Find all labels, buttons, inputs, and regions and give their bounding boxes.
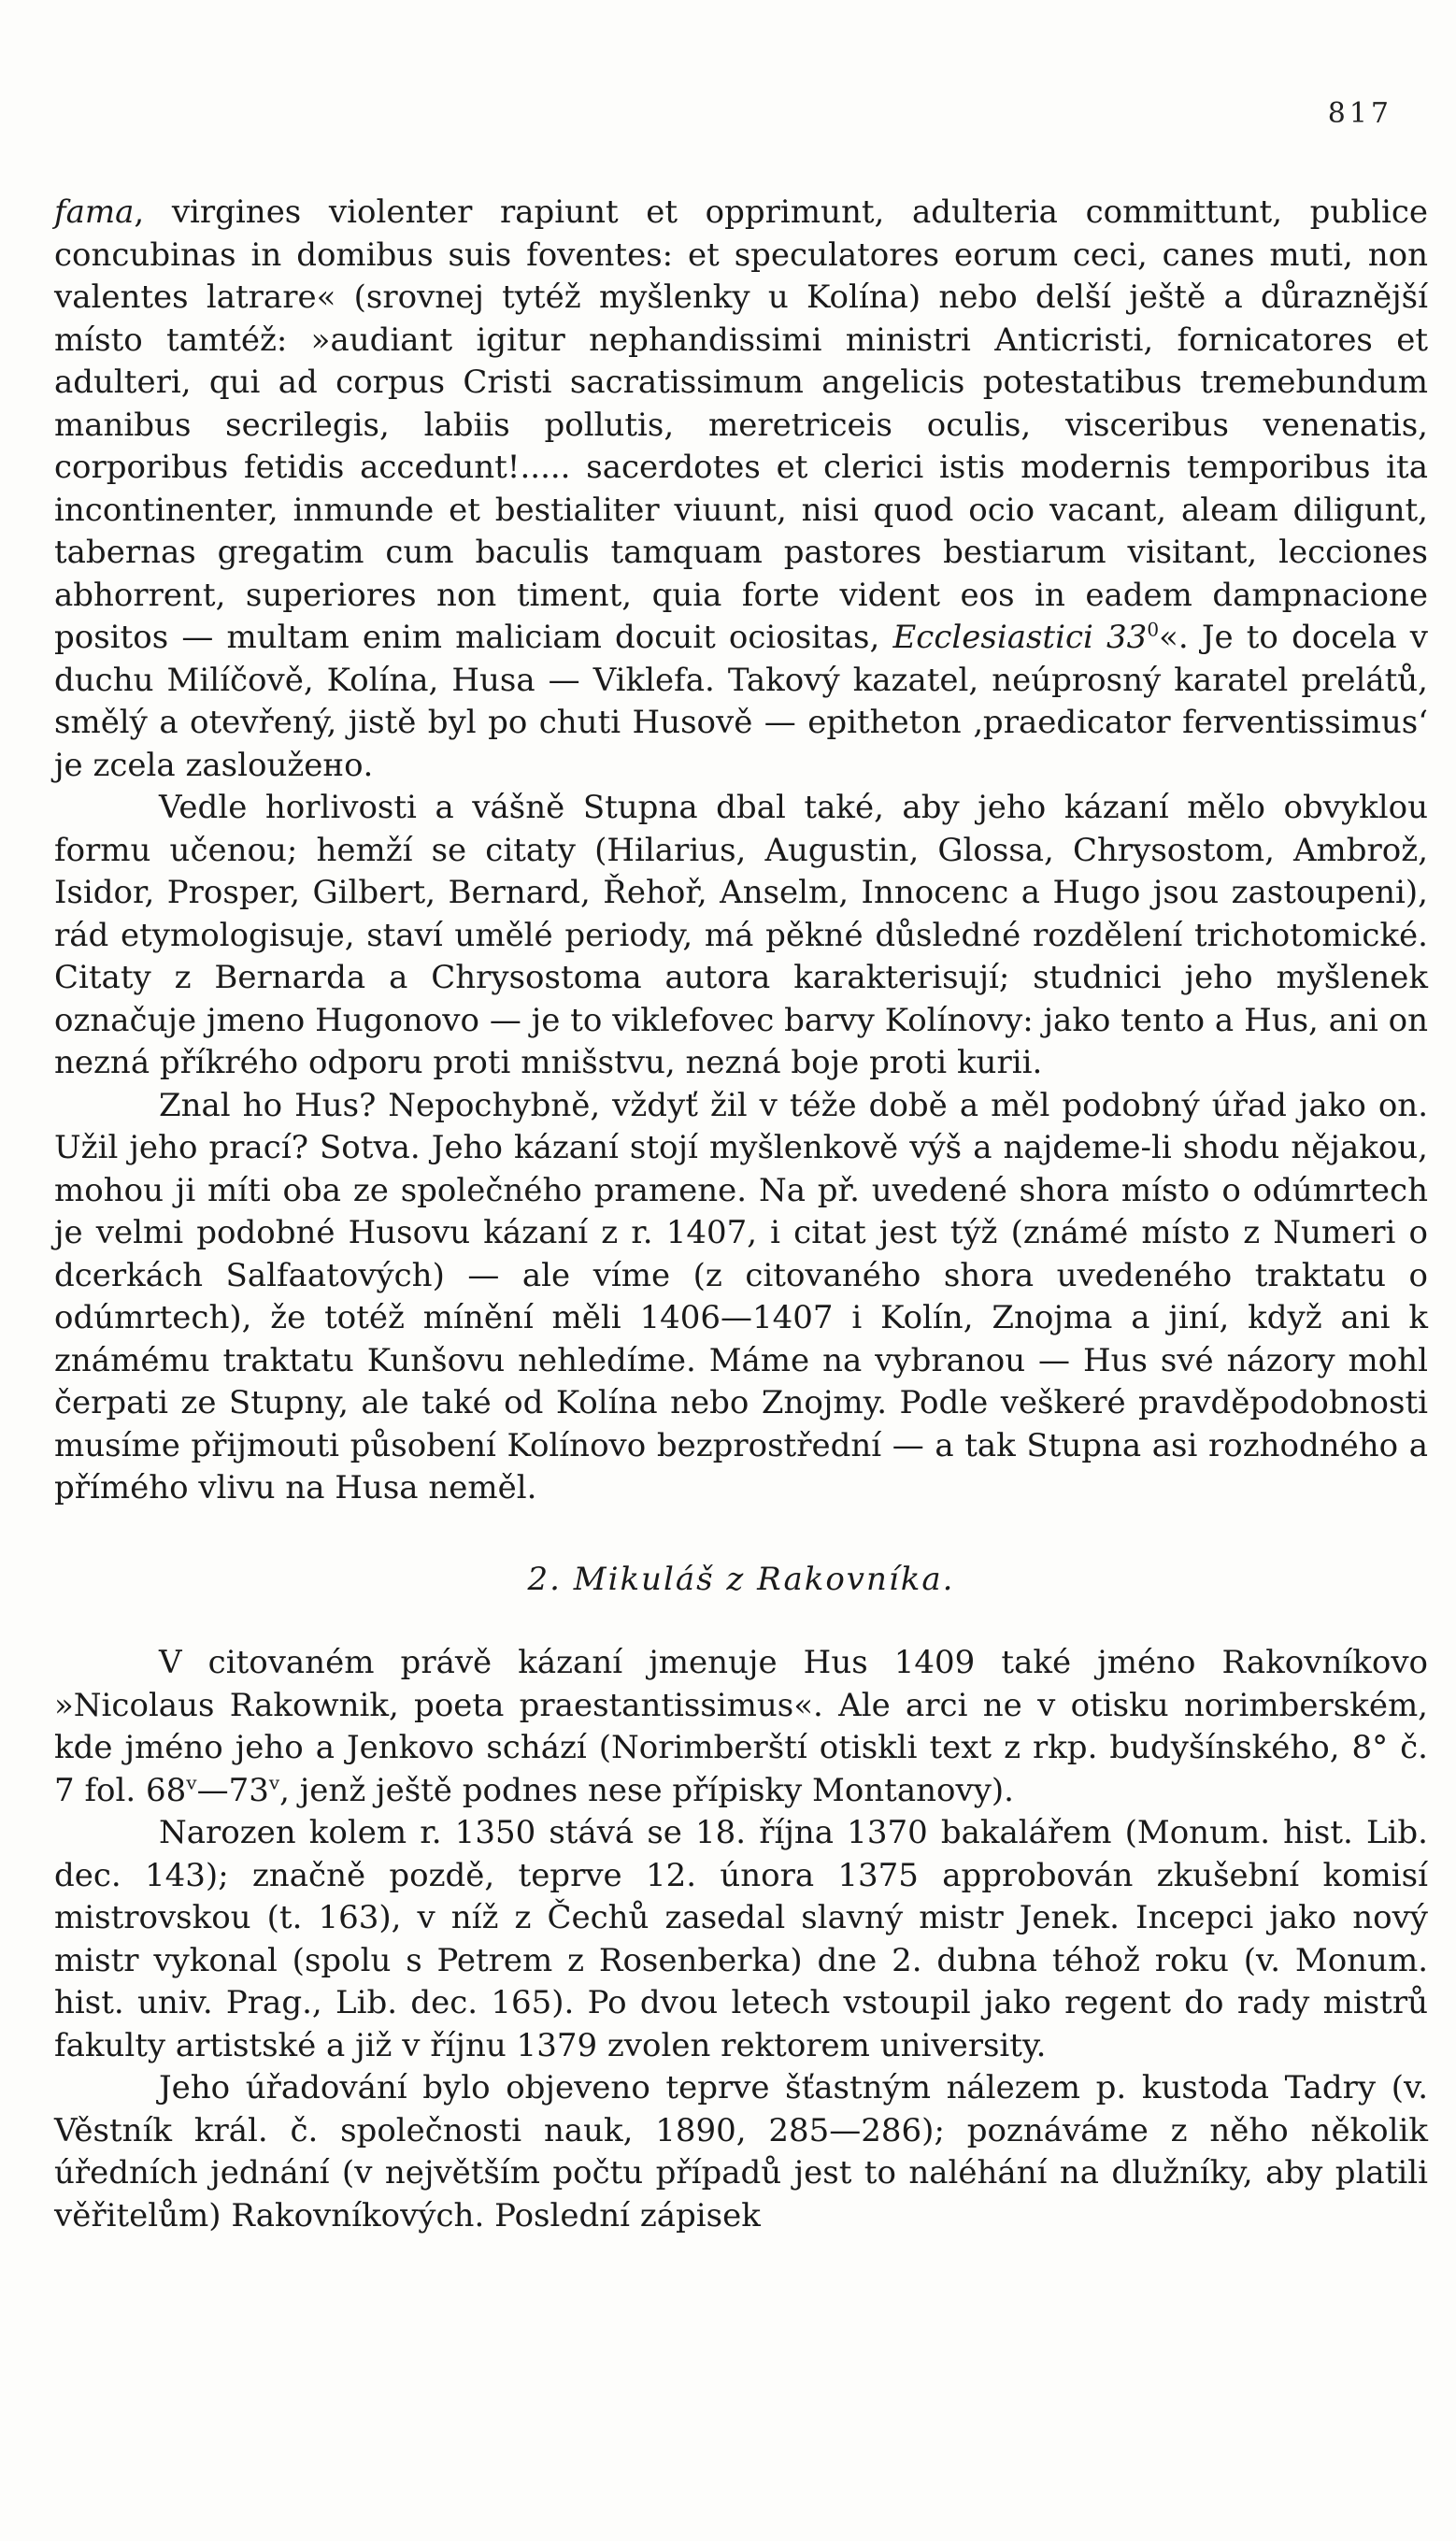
paragraph-p6 <box>54 2067 1428 2237</box>
paragraphs-before-heading <box>54 192 1428 1510</box>
text-run: Vedle horlivosti a vášně Stupna dbal také, aby jeho kázaní mělo obvyklou formu učenou; hemží se citaty (Hilarius, Augustin, Glossa, Chrysostom, Ambrož, Isidor, Prosper, Gilbert, Bernard, Řehoř, Anselm, Innocenc a Hugo jsou zastoupeni), rád etymologisuje, staví umělé periody, má pěkné důsledné rozdělení trichotomické. Citaty z Bernarda a Chrysostoma autora karakterisují; studnici jeho myšlenek označuje jmeno Hugonovo — je to viklefovec barvy Kolínovy: jako tento a Hus, ani on nezná příkrého odporu proti mnišstvu, nezná boje proti kurii. <box>54 789 1428 1081</box>
superscript: v <box>186 1771 197 1794</box>
text-run: Znal ho Hus? Nepochybně, vždyť žil v téže době a měl podobný úřad jako on. Užil jeho prací? Sotva. Jeho kázaní stojí myšlenkově výš a najdeme-li shodu nějakou, mohou ji míti oba ze společného pramene. Na př. uvedené shora místo o odúmrtech je velmi podobné Husovu kázaní z r. 1407, i citat jest týž (známé místo z Numeri o dcerkách Salfaatových) — ale víme (z citovaného shora uvedeného traktatu o odúmrtech), že totéž mínění měli 1406—1407 i Kolín, Znojma a jiní, když ani k známému traktatu Kunšovu nehledíme. Máme na vybranou — Hus své názory mohl čerpati ze Stupny, ale také od Kolína nebo Znojmy. Podle veškeré pravděpodobnosti musíme přijmouti působení Kolínovo bezprostřední — a tak Stupna asi rozhodného a přímého vlivu na Husa neměl. <box>54 1086 1428 1506</box>
paragraph-p3 <box>54 1085 1428 1510</box>
text-run: Jeho úřadování bylo objeveno teprve šťastným nálezem p. kustoda Tadry (v. Věstník král. č. společnosti nauk, 1890, 285—286); poznáváme z něho několik úředních jednání (v největším počtu případů jest to naléhání na dlužníky, aby platili věřitelům) Rakovníkových. Poslední zápisek <box>54 2069 1428 2234</box>
paragraph-p5 <box>54 1812 1428 2067</box>
text-run: , virgines violenter rapiunt et opprimunt, adulteria committunt, publice concubinas in domibus suis foventes: et speculatores eorum ceci, canes muti, non valentes latrare« (srovnej tytéž myšlenky u Kolína) nebo delší ještě a důraznější místo tamtéž: »audiant igitur nephandissimi ministri Anticristi, fornicatores et adulteri, qui ad corpus Cristi sacratissimum angelicis potestatibus tremebundum manibus secrilegis, labiis pollutis, meretriceis oculis, visceribus venenatis, corporibus fetidis accedunt!..... sacerdotes et clerici istis modernis temporibus ita incontinenter, inmunde et bestialiter viuunt, nisi quod ocio vacant, aleam diligunt, tabernas gregatim cum baculis tamquam pastores bestiarum visitant, lecciones abhorrent, superiores non timent, quia forte vident eos in eadem dampnacione positos — multam enim maliciam docuit ociositas, <box>54 193 1428 656</box>
text-run: V citovaném právě kázaní jmenuje Hus 1409 také jméno Rakovníkovo »Nicolaus Rakownik, poeta praestantissimus«. Ale arci ne v otisku norimberském, kde jméno jeho a Jenkovo schází (Norimberští otiskli text z rkp. budyšínského, 8° č. 7 fol. 68 <box>54 1644 1428 1809</box>
superscript: v <box>268 1771 280 1794</box>
text-run: Narozen kolem r. 1350 stává se 18. října 1370 bakalářem (Monum. hist. Lib. dec. 143); značně pozdě, teprve 12. února 1375 approbován zkušební komisí mistrovskou (t. 163), v níž z Čechů zasedal slavný mistr Jenek. Incepci jako nový mistr vykonal (spolu s Petrem z Rosenberka) dne 2. dubna téhož roku (v. Monum. hist. univ. Prag., Lib. dec. 165). Po dvou letech vstoupil jako regent do rady mistrů fakulty artistské a již v říjnu 1379 zvolen rektorem university. <box>54 1814 1428 2064</box>
paragraph-p4 <box>54 1642 1428 1812</box>
text-run: —73 <box>196 1771 269 1809</box>
body-text <box>54 192 1428 2237</box>
paragraph-p2 <box>54 787 1428 1085</box>
section-heading: 2. Mikuláš z Rakovníka. <box>527 1560 955 1598</box>
paragraph-p1 <box>54 192 1428 787</box>
text-run: , jenž ještě podnes nese přípisky Montanovy). <box>279 1771 1014 1809</box>
italic-text: fama <box>54 193 135 231</box>
italic-text: Ecclesiastici 33 <box>892 619 1148 656</box>
page-number: 817 <box>1327 97 1392 130</box>
text-run: «. Je to docela v duchu Milíčově, Kolína, Husa — Viklefa. Takový kazatel, neúprosný karatel prelátů, smělý a otevřený, jistě byl po chuti Husově — epitheton ‚praedicator ferventissimus‘ je zcela zasloužено. <box>54 619 1428 784</box>
paragraphs-after-heading <box>54 1642 1428 2237</box>
superscript: 0 <box>1147 618 1160 641</box>
